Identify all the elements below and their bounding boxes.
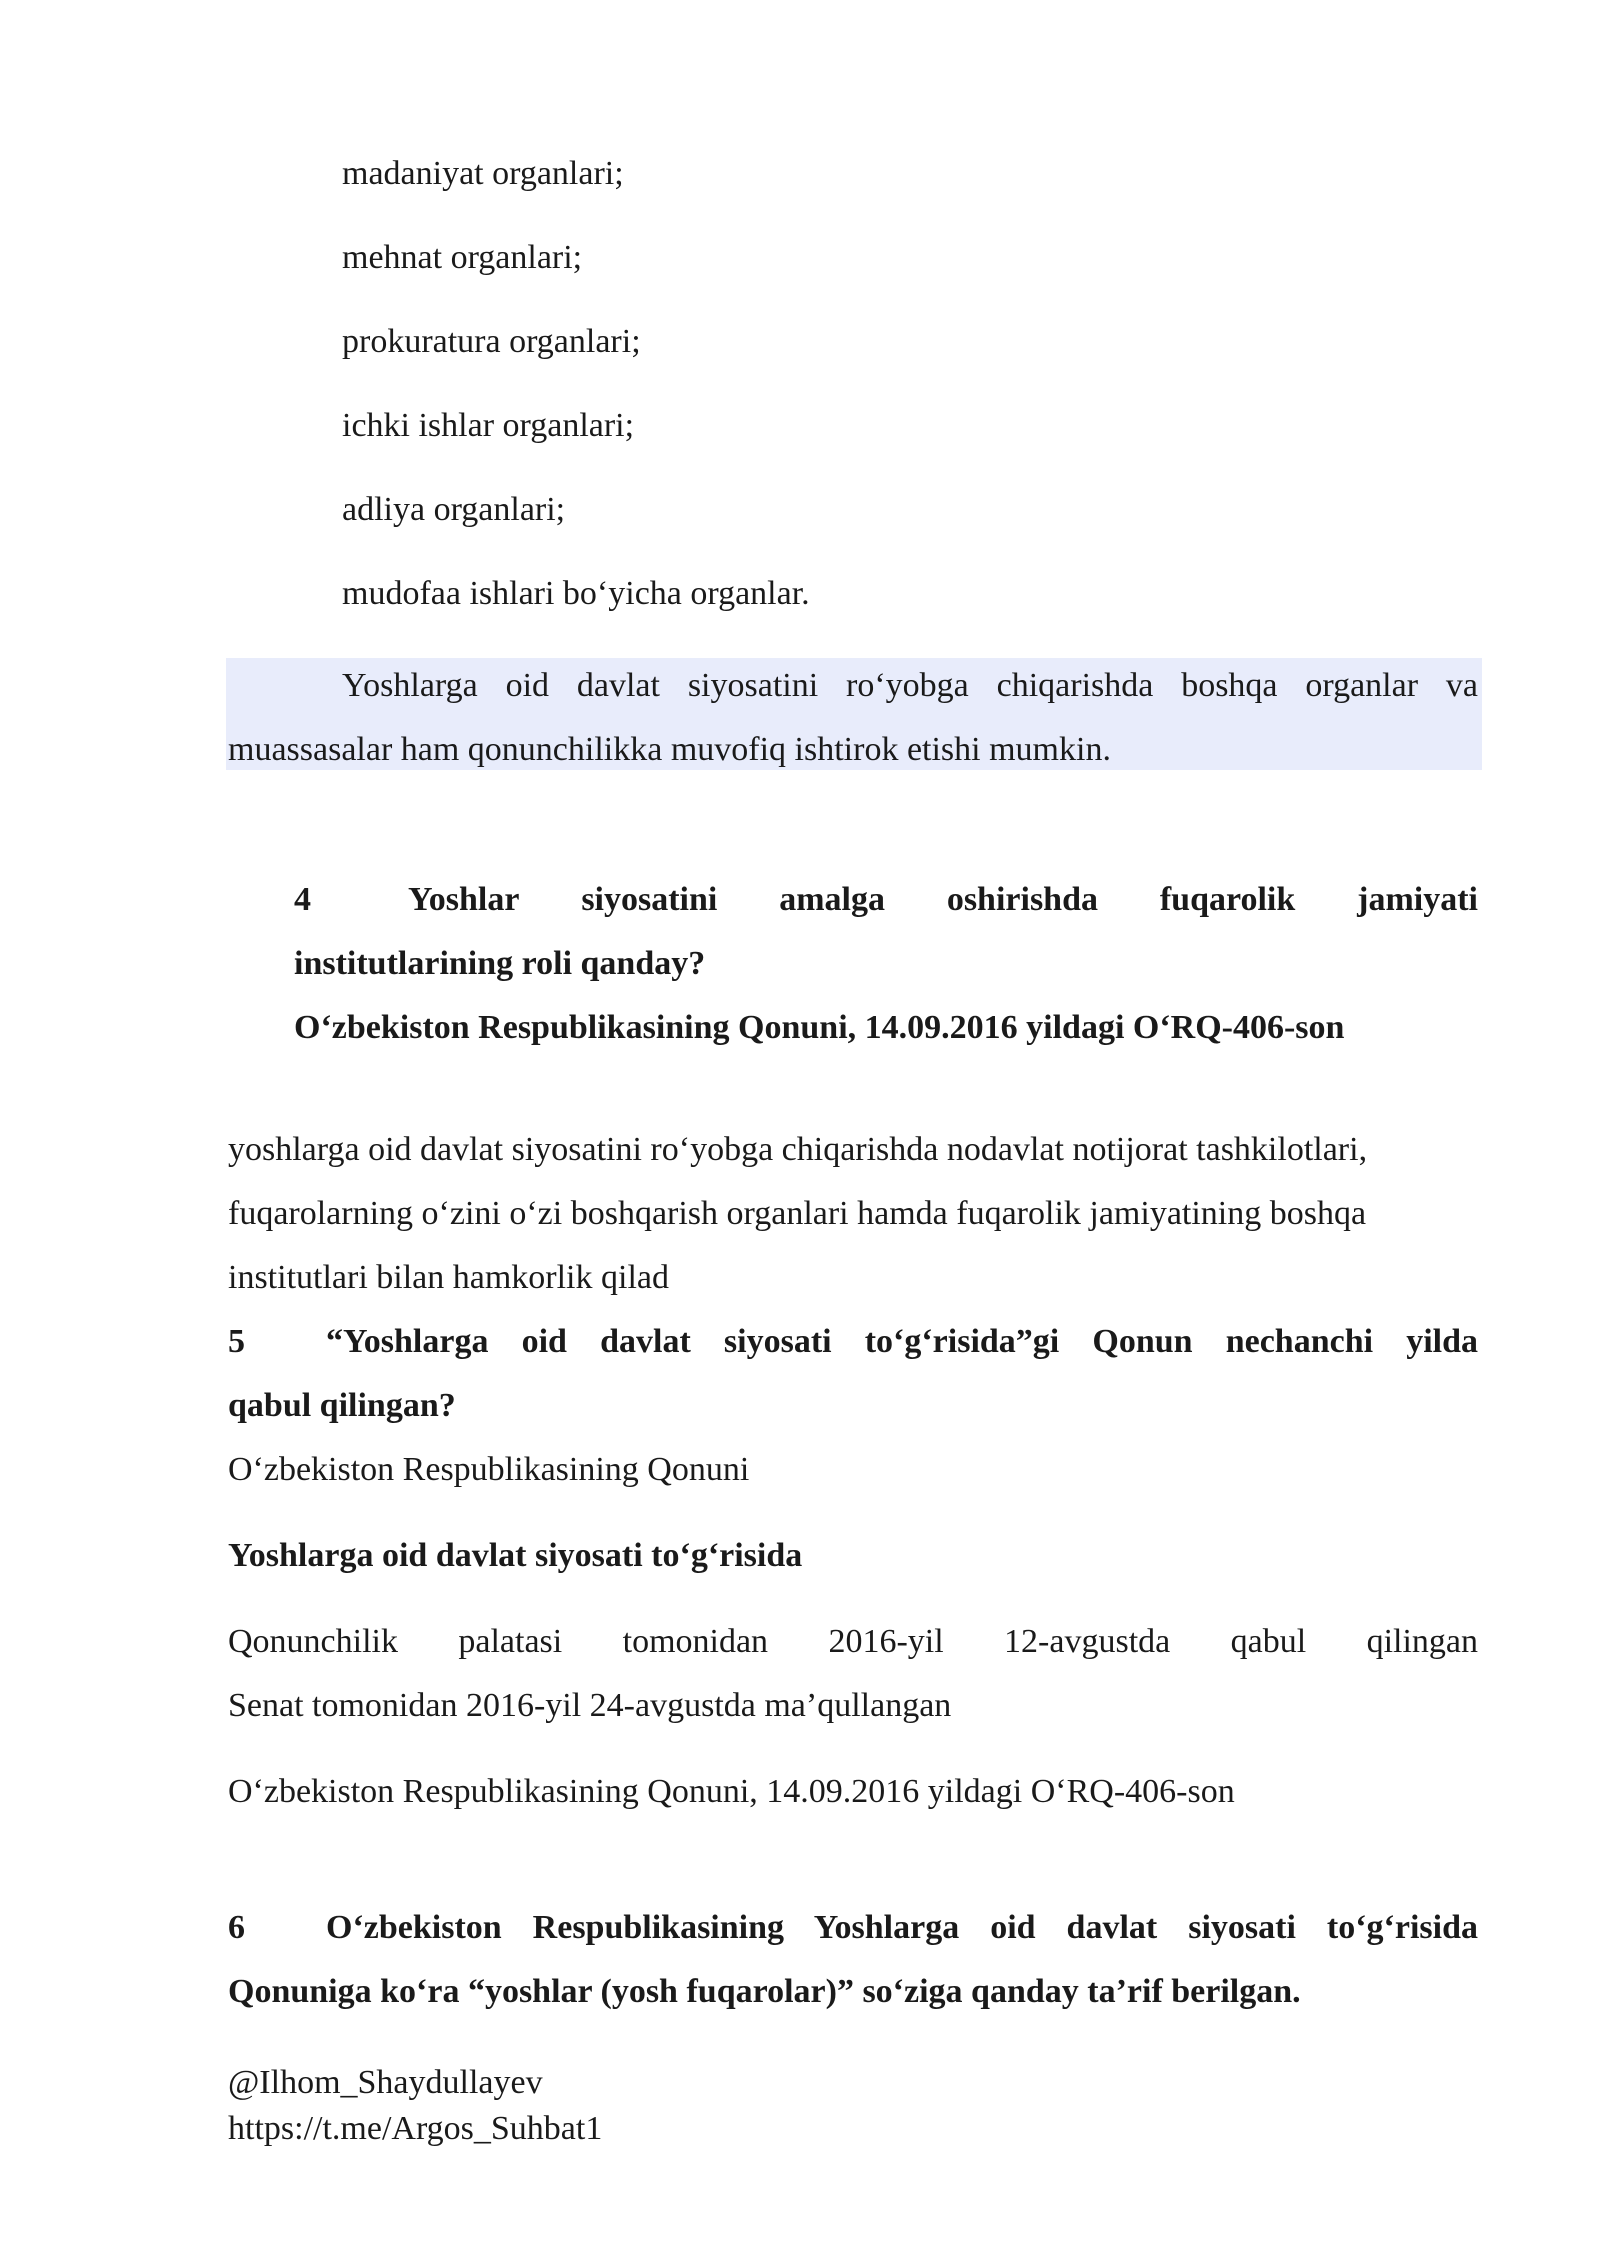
question-4-source: O‘zbekiston Respublikasining Qonuni, 14.09.2016 yildagi O‘RQ-406-son [294,1009,1345,1046]
question-5-law-label: O‘zbekiston Respublikasining Qonuni [228,1451,750,1488]
question-5-heading-line-1 [228,1310,1478,1374]
question-5-law-title: Yoshlarga oid davlat siyosati to‘g‘risida [228,1537,803,1574]
question-4-word: amalga [779,881,885,918]
question-6-heading-line-1 [228,1896,1478,1960]
question-6-heading-line-2: Qonuniga ko‘ra “yoshlar (yosh fuqarolar)” so‘ziga qanday ta’rif berilgan. [228,1973,1301,2010]
list-item: ichki ishlar organlari; [342,407,635,444]
question-6-number: 6 [228,1909,245,1946]
question-5-text: “Yoshlarga oid davlat siyosati to‘g‘risida”gi Qonun nechanchi yilda [326,1323,1478,1360]
question-4-heading-line-2: institutlarining roli qanday? [294,945,706,982]
question-4-number: 4 [294,881,311,918]
list-item: madaniyat organlari; [342,155,624,192]
question-4-word: oshirishda [946,881,1099,918]
question-4-words [408,868,1478,932]
question-5-approved-line: Senat tomonidan 2016-yil 24-avgustda ma’qullangan [228,1687,952,1724]
question-4-word: Yoshlar [408,881,520,918]
highlighted-paragraph-line-2: muassasalar ham qonunchilikka muvofiq ishtirok etishi mumkin. [228,731,1111,768]
question-4-word: fuqarolik [1159,881,1296,918]
footer-link[interactable]: https://t.me/Argos_Suhbat1 [228,2110,603,2147]
question-4-word: jamiyati [1357,881,1478,918]
question-4-heading-line-1 [294,868,1478,932]
question-5-source: O‘zbekiston Respublikasining Qonuni, 14.09.2016 yildagi O‘RQ-406-son [228,1773,1235,1810]
question-5-heading-line-2: qabul qilingan? [228,1387,456,1424]
question-6-text: O‘zbekiston Respublikasining Yoshlarga oid davlat siyosati to‘g‘risida [326,1909,1478,1946]
question-4-answer-line-1: yoshlarga oid davlat siyosatini ro‘yobga chiqarishda nodavlat notijorat tashkilotlari, [228,1131,1368,1168]
highlighted-paragraph-line-1: Yoshlarga oid davlat siyosatini ro‘yobga chiqarishda boshqa organlar va [342,667,1478,704]
list-item: adliya organlari; [342,491,566,528]
question-4-answer-line-2: fuqarolarning o‘zini o‘zi boshqarish organlari hamda fuqarolik jamiyatining boshqa [228,1195,1367,1232]
question-5-adopted-line: Qonunchilik palatasi tomonidan 2016-yil 12-avgustda qabul qilingan [228,1623,1478,1660]
footer-handle: @Ilhom_Shaydullayev [228,2064,543,2101]
list-item: mudofaa ishlari bo‘yicha organlar. [342,575,810,612]
list-item: prokuratura organlari; [342,323,641,360]
question-4-answer-line-3: institutlari bilan hamkorlik qilad [228,1259,669,1296]
question-4-word: siyosatini [581,881,718,918]
list-item: mehnat organlari; [342,239,583,276]
question-5-number: 5 [228,1323,245,1360]
